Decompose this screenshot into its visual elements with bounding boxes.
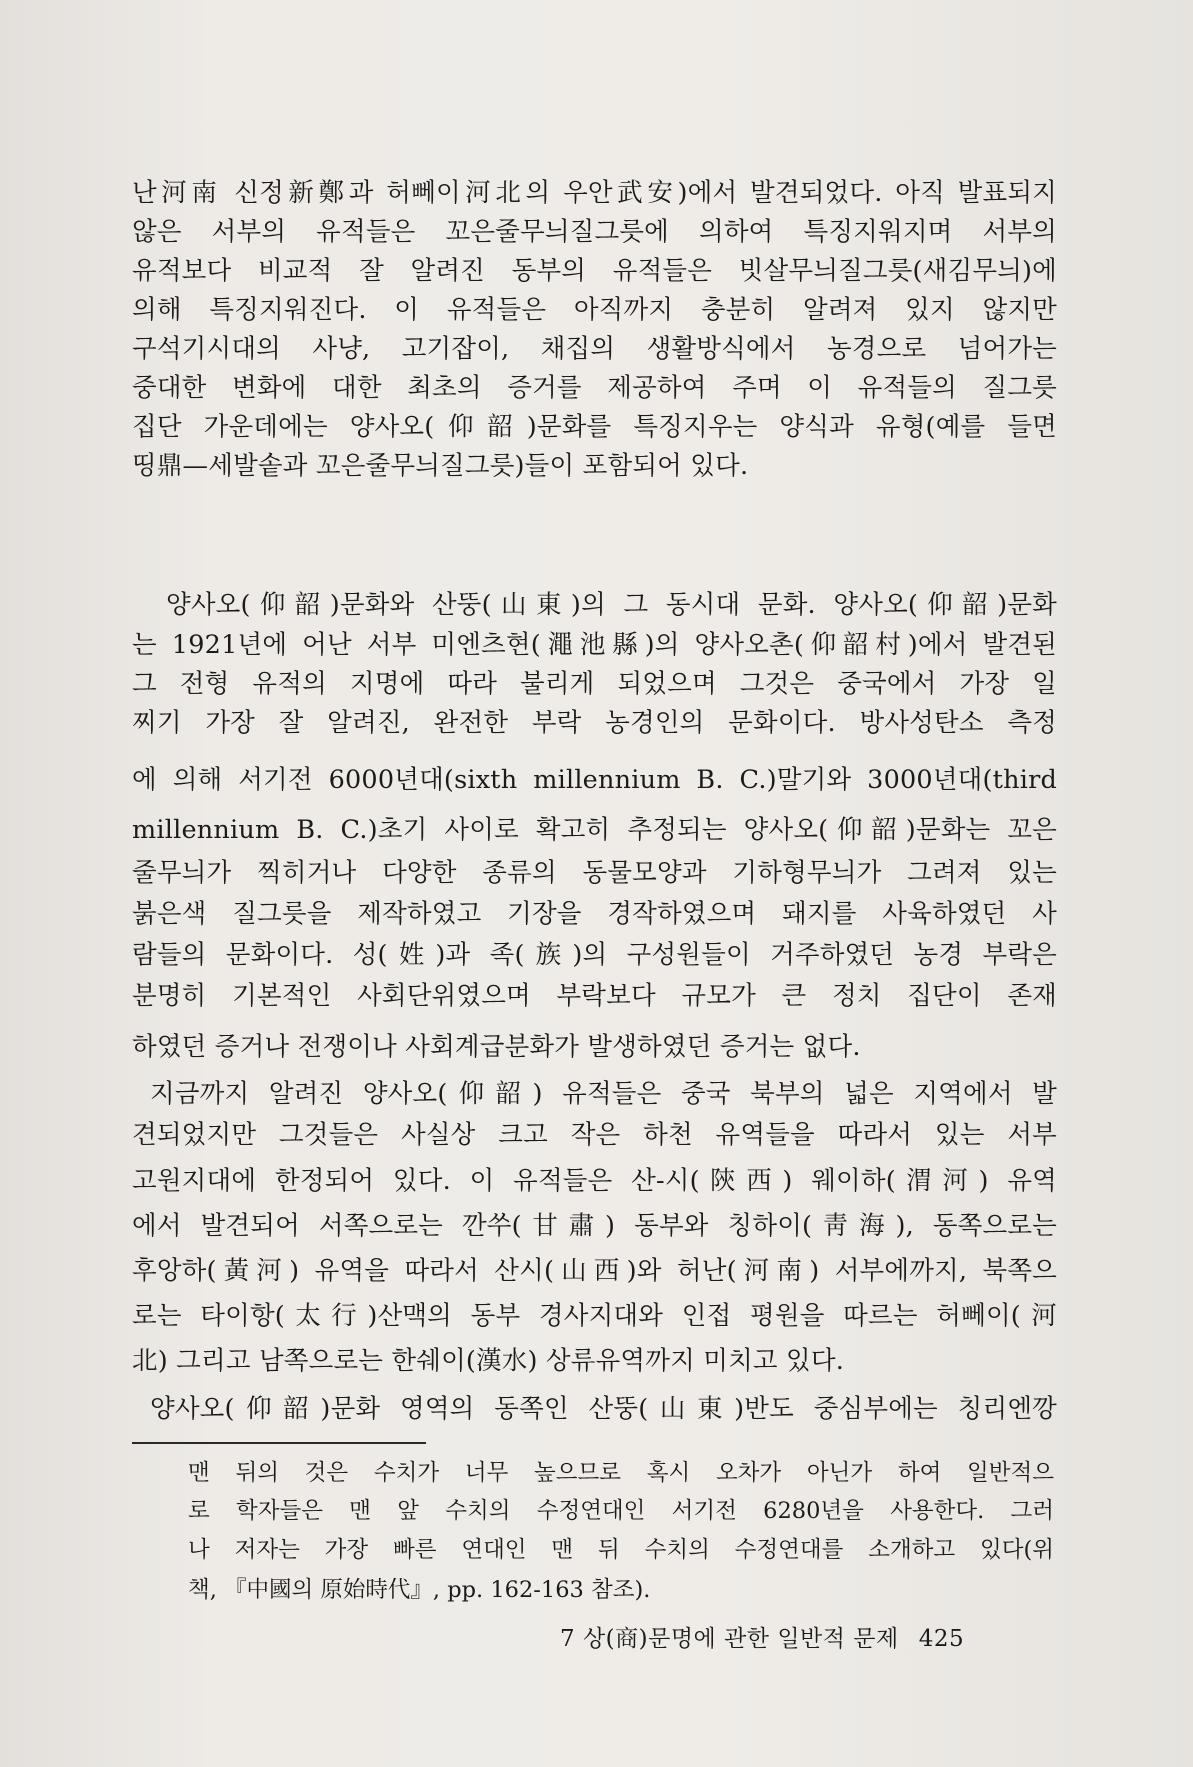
body-line: 에 의해 서기전 6000년대(sixth millennium B. C.)말기와 3000년대(third: [132, 765, 1057, 795]
body-line: millennium B. C.)초기 사이로 확고히 추정되는 양사오(仰韶)문화는 꼬은: [132, 815, 1057, 845]
running-footer: [560, 1623, 1030, 1655]
body-line: 그 전형 유적의 지명에 따라 불리게 되었으며 그것은 중국에서 가장 일: [132, 669, 1057, 699]
body-line: 집단 가운데에는 양사오(仰韶)문화를 특징지우는 양식과 유형(예를 들면: [132, 412, 1057, 442]
body-line: 고원지대에 한정되어 있다. 이 유적들은 산-시(陝西) 웨이하(渭河) 유역: [132, 1166, 1057, 1196]
footnote-rule: [132, 1442, 426, 1444]
footnote-line: 책, 『中國의 原始時代』, pp. 162-163 참조).: [188, 1577, 651, 1603]
body-line: 후앙하(黃河) 유역을 따라서 산시(山西)와 허난(河南) 서부에까지, 북쪽으: [132, 1256, 1057, 1286]
body-line: 분명히 기본적인 사회단위였으며 부락보다 규모가 큰 정치 집단이 존재: [132, 981, 1057, 1011]
body-line: 띵鼎—세발솥과 꼬은줄무늬질그릇)들이 포함되어 있다.: [132, 451, 749, 481]
body-line: 구석기시대의 사냥, 고기잡이, 채집의 생활방식에서 농경으로 넘어가는: [132, 334, 1057, 364]
body-line: 견되었지만 그것들은 사실상 크고 작은 하천 유역들을 따라서 있는 서부: [132, 1120, 1057, 1150]
body-line: 람들의 문화이다. 성(姓)과 족(族)의 구성원들이 거주하였던 농경 부락은: [132, 940, 1057, 970]
body-line: 의해 특징지워진다. 이 유적들은 아직까지 충분히 알려져 있지 않지만: [132, 295, 1057, 325]
footnote-line: 맨 뒤의 것은 수치가 너무 높으므로 혹시 오차가 아닌가 하여 일반적으: [188, 1460, 1054, 1486]
body-line: 않은 서부의 유적들은 꼬은줄무늬질그릇에 의하여 특징지워지며 서부의: [132, 217, 1057, 247]
page-number: 425: [918, 1626, 965, 1652]
chapter-title: 7 상(商)문명에 관한 일반적 문제: [560, 1626, 899, 1652]
body-line: 지금까지 알려진 양사오(仰韶) 유적들은 중국 북부의 넓은 지역에서 발: [150, 1079, 1057, 1109]
footnote-line: 나 저자는 가장 빠른 연대인 맨 뒤 수치의 수정연대를 소개하고 있다(위: [188, 1537, 1054, 1563]
body-line: 줄무늬가 찍히거나 다양한 종류의 동물모양과 기하형무늬가 그려져 있는: [132, 858, 1057, 888]
body-line: 찌기 가장 잘 알려진, 완전한 부락 농경인의 문화이다. 방사성탄소 측정: [132, 708, 1057, 738]
body-line: 붉은색 질그릇을 제작하였고 기장을 경작하였으며 돼지를 사육하였던 사: [132, 899, 1057, 929]
body-line: 에서 발견되어 서쪽으로는 깐쑤(甘肅) 동부와 칭하이(靑海), 동쪽으로는: [132, 1211, 1057, 1241]
body-line: 로는 타이항(太行)산맥의 동부 경사지대와 인접 평원을 따르는 허뻬이(河: [132, 1301, 1057, 1331]
body-line: 유적보다 비교적 잘 알려진 동부의 유적들은 빗살무늬질그릇(새김무늬)에: [132, 256, 1057, 286]
body-line: 중대한 변화에 대한 최초의 증거를 제공하여 주며 이 유적들의 질그릇: [132, 373, 1057, 403]
body-line: 는 1921년에 어난 서부 미엔츠현(澠池縣)의 양사오촌(仰韶村)에서 발견된: [132, 630, 1057, 660]
section-heading: 양사오(仰韶)문화와 산뚱(山東)의 그 동시대 문화. 양사오(仰韶)문화: [166, 590, 1057, 620]
footnote-line: 로 학자들은 맨 앞 수치의 수정연대인 서기전 6280년을 사용한다. 그러: [188, 1498, 1054, 1524]
body-line: 양사오(仰韶)문화 영역의 동쪽인 산뚱(山東)반도 중심부에는 칭리엔깡: [150, 1394, 1057, 1424]
body-line: 하였던 증거나 전쟁이나 사회계급분화가 발생하였던 증거는 없다.: [132, 1032, 861, 1062]
body-line: 北) 그리고 남쪽으로는 한쉐이(漢水) 상류유역까지 미치고 있다.: [132, 1346, 845, 1376]
body-line: 난河南 신정新鄭과 허뻬이河北의 우안武安)에서 발견되었다. 아직 발표되지: [132, 178, 1057, 208]
